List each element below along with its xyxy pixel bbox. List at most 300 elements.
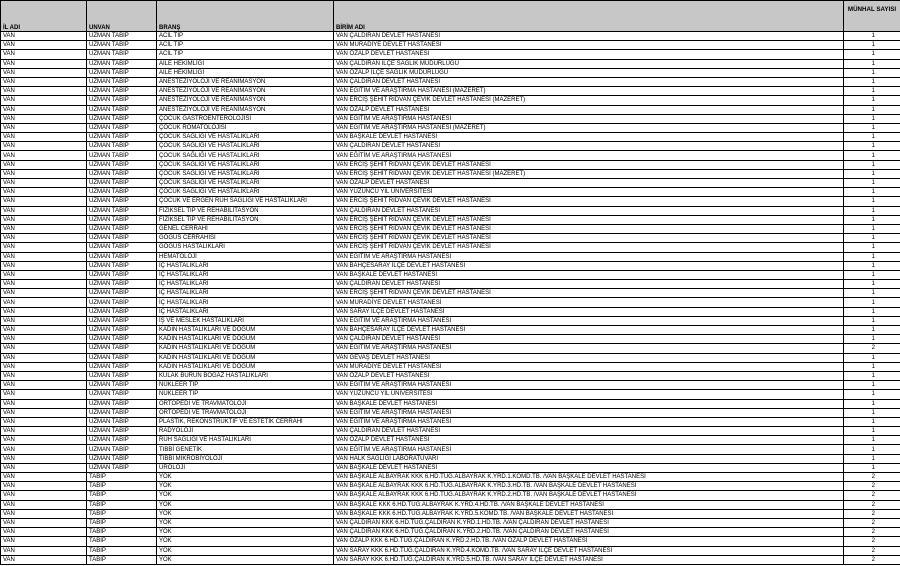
cell-brans[interactable]: ÇOCUK SAĞLIĞI VE HASTALIKLARI bbox=[157, 133, 334, 142]
cell-il-adi[interactable]: VAN bbox=[1, 518, 87, 527]
cell-il-adi[interactable]: VAN bbox=[1, 381, 87, 390]
cell-unvan[interactable]: UZMAN TABİP bbox=[87, 335, 157, 344]
cell-il-adi[interactable]: VAN bbox=[1, 68, 87, 77]
cell-unvan[interactable]: UZMAN TABİP bbox=[87, 197, 157, 206]
cell-birim-adi[interactable]: VAN BAŞKALE DEVLET HASTANESİ bbox=[334, 463, 844, 472]
cell-birim-adi[interactable]: VAN MURADİYE DEVLET HASTANESİ bbox=[334, 41, 844, 50]
cell-birim-adi[interactable]: VAN MURADİYE DEVLET HASTANESİ bbox=[334, 298, 844, 307]
cell-il-adi[interactable]: VAN bbox=[1, 169, 87, 178]
cell-il-adi[interactable]: VAN bbox=[1, 445, 87, 454]
cell-munhal-sayisi[interactable]: 1 bbox=[844, 289, 900, 298]
cell-il-adi[interactable]: VAN bbox=[1, 427, 87, 436]
cell-unvan[interactable]: UZMAN TABİP bbox=[87, 142, 157, 151]
cell-unvan[interactable]: TABİP bbox=[87, 528, 157, 537]
cell-unvan[interactable]: UZMAN TABİP bbox=[87, 133, 157, 142]
cell-brans[interactable]: ÇOCUK GASTROENTEROLOJİSİ bbox=[157, 114, 334, 123]
cell-brans[interactable]: ÇOCUK SAĞLIĞI VE HASTALIKLARI bbox=[157, 188, 334, 197]
cell-unvan[interactable]: UZMAN TABİP bbox=[87, 427, 157, 436]
cell-munhal-sayisi[interactable]: 2 bbox=[844, 509, 900, 518]
cell-birim-adi[interactable]: VAN ÖZALP DEVLET HASTANESİ bbox=[334, 371, 844, 380]
cell-munhal-sayisi[interactable]: 2 bbox=[844, 473, 900, 482]
cell-munhal-sayisi[interactable]: 2 bbox=[844, 344, 900, 353]
cell-unvan[interactable]: UZMAN TABİP bbox=[87, 289, 157, 298]
cell-munhal-sayisi[interactable]: 1 bbox=[844, 243, 900, 252]
cell-brans[interactable]: İÇ HASTALIKLARI bbox=[157, 307, 334, 316]
cell-il-adi[interactable]: VAN bbox=[1, 316, 87, 325]
cell-unvan[interactable]: UZMAN TABİP bbox=[87, 381, 157, 390]
cell-unvan[interactable]: UZMAN TABİP bbox=[87, 105, 157, 114]
cell-brans[interactable]: ANESTEZİYOLOJİ VE REANİMASYON bbox=[157, 96, 334, 105]
cell-il-adi[interactable]: VAN bbox=[1, 41, 87, 50]
header-il-adi[interactable]: İL ADI bbox=[1, 1, 87, 32]
cell-unvan[interactable]: UZMAN TABİP bbox=[87, 280, 157, 289]
cell-unvan[interactable]: UZMAN TABİP bbox=[87, 68, 157, 77]
cell-munhal-sayisi[interactable]: 1 bbox=[844, 197, 900, 206]
cell-brans[interactable]: ÇOCUK SAĞLIĞI VE HASTALIKLARI bbox=[157, 142, 334, 151]
cell-munhal-sayisi[interactable]: 1 bbox=[844, 59, 900, 68]
cell-brans[interactable]: ORTOPEDİ VE TRAVMATOLOJİ bbox=[157, 399, 334, 408]
cell-brans[interactable]: NÜKLEER TIP bbox=[157, 390, 334, 399]
cell-brans[interactable]: ÇOCUK SAĞLIĞI VE HASTALIKLARI bbox=[157, 151, 334, 160]
cell-birim-adi[interactable]: VAN ÇALDIRAN KKK 6.HD.TUĞ.ÇALDIRAN K.YRD.2.HD.TB. /VAN ÇALDIRAN DEVLET HASTANESİ bbox=[334, 528, 844, 537]
cell-il-adi[interactable]: VAN bbox=[1, 509, 87, 518]
cell-brans[interactable]: İÇ HASTALIKLARI bbox=[157, 289, 334, 298]
cell-unvan[interactable]: TABİP bbox=[87, 482, 157, 491]
cell-il-adi[interactable]: VAN bbox=[1, 252, 87, 261]
cell-munhal-sayisi[interactable]: 2 bbox=[844, 537, 900, 546]
cell-brans[interactable]: ÇOCUK SAĞLIĞI VE HASTALIKLARI bbox=[157, 169, 334, 178]
cell-brans[interactable]: TIBBİ GENETİK bbox=[157, 445, 334, 454]
cell-il-adi[interactable]: VAN bbox=[1, 261, 87, 270]
cell-unvan[interactable]: UZMAN TABİP bbox=[87, 188, 157, 197]
cell-unvan[interactable]: UZMAN TABİP bbox=[87, 224, 157, 233]
cell-unvan[interactable]: UZMAN TABİP bbox=[87, 114, 157, 123]
cell-brans[interactable]: ÇOCUK ROMATOLOJİSİ bbox=[157, 123, 334, 132]
cell-brans[interactable]: KADIN HASTALIKLARI VE DOĞUM bbox=[157, 362, 334, 371]
cell-brans[interactable]: PLASTİK, REKONSTRÜKTİF VE ESTETİK CERRAHİ bbox=[157, 417, 334, 426]
cell-unvan[interactable]: UZMAN TABİP bbox=[87, 463, 157, 472]
cell-munhal-sayisi[interactable]: 1 bbox=[844, 87, 900, 96]
cell-brans[interactable]: AİLE HEKİMLİĞİ bbox=[157, 59, 334, 68]
cell-brans[interactable]: İÇ HASTALIKLARI bbox=[157, 280, 334, 289]
cell-birim-adi[interactable]: VAN ERCİŞ ŞEHİT RIDVAN ÇEVİK DEVLET HASTANESİ (MAZERET) bbox=[334, 96, 844, 105]
cell-brans[interactable]: YOK bbox=[157, 555, 334, 564]
cell-birim-adi[interactable]: VAN EĞİTİM VE ARAŞTIRMA HASTANESİ (MAZERET) bbox=[334, 87, 844, 96]
cell-birim-adi[interactable]: VAN ÖZALP DEVLET HASTANESİ bbox=[334, 105, 844, 114]
cell-munhal-sayisi[interactable]: 1 bbox=[844, 381, 900, 390]
cell-munhal-sayisi[interactable]: 1 bbox=[844, 261, 900, 270]
cell-il-adi[interactable]: VAN bbox=[1, 270, 87, 279]
cell-birim-adi[interactable]: VAN EĞİTİM VE ARAŞTIRMA HASTANESİ bbox=[334, 445, 844, 454]
cell-birim-adi[interactable]: VAN ÇALDIRAN KKK 6.HD.TUĞ.ÇALDIRAN K.YRD.1.HD.TB. /VAN ÇALDIRAN DEVLET HASTANESİ bbox=[334, 518, 844, 527]
cell-il-adi[interactable]: VAN bbox=[1, 408, 87, 417]
cell-birim-adi[interactable]: VAN ERCİŞ ŞEHİT RIDVAN ÇEVİK DEVLET HASTANESİ bbox=[334, 197, 844, 206]
cell-il-adi[interactable]: VAN bbox=[1, 215, 87, 224]
cell-unvan[interactable]: UZMAN TABİP bbox=[87, 344, 157, 353]
table-row bbox=[1, 509, 900, 518]
cell-birim-adi[interactable]: VAN EĞİTİM VE ARAŞTIRMA HASTANESİ bbox=[334, 344, 844, 353]
cell-unvan[interactable]: TABİP bbox=[87, 537, 157, 546]
cell-munhal-sayisi[interactable]: 2 bbox=[844, 528, 900, 537]
cell-unvan[interactable]: UZMAN TABİP bbox=[87, 307, 157, 316]
cell-munhal-sayisi[interactable]: 1 bbox=[844, 105, 900, 114]
cell-unvan[interactable]: UZMAN TABİP bbox=[87, 270, 157, 279]
cell-unvan[interactable]: UZMAN TABİP bbox=[87, 298, 157, 307]
cell-unvan[interactable]: TABİP bbox=[87, 509, 157, 518]
cell-munhal-sayisi[interactable]: 1 bbox=[844, 252, 900, 261]
cell-munhal-sayisi[interactable]: 2 bbox=[844, 482, 900, 491]
cell-birim-adi[interactable]: VAN BAŞKALE KKK 6.HD.TUĞ.ALBAYRAK K.YRD.4.HD.TB. /VAN BAŞKALE DEVLET HASTANESİ bbox=[334, 500, 844, 509]
table-row bbox=[1, 537, 900, 546]
cell-brans[interactable]: RADYOLOJİ bbox=[157, 427, 334, 436]
cell-il-adi[interactable]: VAN bbox=[1, 32, 87, 41]
cell-birim-adi[interactable]: VAN ERCİŞ ŞEHİT RIDVAN ÇEVİK DEVLET HASTANESİ bbox=[334, 224, 844, 233]
cell-munhal-sayisi[interactable]: 1 bbox=[844, 77, 900, 86]
cell-unvan[interactable]: TABİP bbox=[87, 518, 157, 527]
cell-munhal-sayisi[interactable]: 1 bbox=[844, 463, 900, 472]
cell-unvan[interactable]: UZMAN TABİP bbox=[87, 32, 157, 41]
cell-birim-adi[interactable]: VAN ERCİŞ ŞEHİT RIDVAN ÇEVİK DEVLET HASTANESİ bbox=[334, 289, 844, 298]
cell-brans[interactable]: KADIN HASTALIKLARI VE DOĞUM bbox=[157, 344, 334, 353]
cell-il-adi[interactable]: VAN bbox=[1, 151, 87, 160]
header-birim-adi[interactable]: BİRİM ADI bbox=[334, 1, 844, 32]
cell-il-adi[interactable]: VAN bbox=[1, 298, 87, 307]
cell-birim-adi[interactable]: VAN SARAY İLÇE DEVLET HASTANESİ bbox=[334, 307, 844, 316]
cell-brans[interactable]: YOK bbox=[157, 509, 334, 518]
cell-unvan[interactable]: TABİP bbox=[87, 546, 157, 555]
cell-il-adi[interactable]: VAN bbox=[1, 87, 87, 96]
cell-unvan[interactable]: TABİP bbox=[87, 555, 157, 564]
cell-brans[interactable]: FİZİKSEL TIP VE REHABİLİTASYON bbox=[157, 206, 334, 215]
cell-il-adi[interactable]: VAN bbox=[1, 50, 87, 59]
cell-brans[interactable]: ÜROLOJİ bbox=[157, 463, 334, 472]
cell-munhal-sayisi[interactable]: 1 bbox=[844, 188, 900, 197]
cell-il-adi[interactable]: VAN bbox=[1, 142, 87, 151]
cell-il-adi[interactable]: VAN bbox=[1, 224, 87, 233]
cell-munhal-sayisi[interactable]: 1 bbox=[844, 123, 900, 132]
cell-munhal-sayisi[interactable]: 1 bbox=[844, 362, 900, 371]
cell-birim-adi[interactable]: VAN ÇALDIRAN DEVLET HASTANESİ bbox=[334, 32, 844, 41]
cell-munhal-sayisi[interactable]: 1 bbox=[844, 41, 900, 50]
cell-brans[interactable]: ANESTEZİYOLOJİ VE REANİMASYON bbox=[157, 77, 334, 86]
cell-brans[interactable]: ANESTEZİYOLOJİ VE REANİMASYON bbox=[157, 105, 334, 114]
cell-birim-adi[interactable]: VAN EĞİTİM VE ARAŞTIRMA HASTANESİ bbox=[334, 381, 844, 390]
cell-munhal-sayisi[interactable]: 1 bbox=[844, 96, 900, 105]
header-brans[interactable]: BRANŞ bbox=[157, 1, 334, 32]
cell-unvan[interactable]: UZMAN TABİP bbox=[87, 399, 157, 408]
cell-brans[interactable]: YOK bbox=[157, 518, 334, 527]
header-munhal-sayisi[interactable]: MÜNHAL SAYISI bbox=[844, 1, 900, 32]
cell-unvan[interactable]: UZMAN TABİP bbox=[87, 234, 157, 243]
cell-munhal-sayisi[interactable]: 1 bbox=[844, 32, 900, 41]
cell-birim-adi[interactable]: VAN ÇALDIRAN DEVLET HASTANESİ bbox=[334, 335, 844, 344]
cell-munhal-sayisi[interactable]: 2 bbox=[844, 491, 900, 500]
table-row bbox=[1, 243, 900, 252]
cell-birim-adi[interactable]: VAN ÇALDIRAN DEVLET HASTANESİ bbox=[334, 206, 844, 215]
cell-munhal-sayisi[interactable]: 1 bbox=[844, 179, 900, 188]
cell-munhal-sayisi[interactable]: 1 bbox=[844, 335, 900, 344]
cell-munhal-sayisi[interactable]: 2 bbox=[844, 500, 900, 509]
cell-munhal-sayisi[interactable]: 1 bbox=[844, 50, 900, 59]
cell-il-adi[interactable]: VAN bbox=[1, 133, 87, 142]
table-row bbox=[1, 224, 900, 233]
cell-il-adi[interactable]: VAN bbox=[1, 482, 87, 491]
cell-unvan[interactable]: UZMAN TABİP bbox=[87, 41, 157, 50]
cell-munhal-sayisi[interactable]: 1 bbox=[844, 142, 900, 151]
cell-unvan[interactable]: UZMAN TABİP bbox=[87, 50, 157, 59]
cell-munhal-sayisi[interactable]: 1 bbox=[844, 454, 900, 463]
cell-il-adi[interactable]: VAN bbox=[1, 528, 87, 537]
cell-birim-adi[interactable]: VAN EĞİTİM VE ARAŞTIRMA HASTANESİ bbox=[334, 316, 844, 325]
cell-brans[interactable]: ORTOPEDİ VE TRAVMATOLOJİ bbox=[157, 408, 334, 417]
cell-il-adi[interactable]: VAN bbox=[1, 473, 87, 482]
cell-il-adi[interactable]: VAN bbox=[1, 289, 87, 298]
cell-unvan[interactable]: UZMAN TABİP bbox=[87, 353, 157, 362]
cell-birim-adi[interactable]: VAN BAŞKALE ALBAYRAK KKK 6.HD.TUĞ.ALBAYRAK K.YRD.3.HD.TB. /VAN BAŞKALE DEVLET HASTANESİ bbox=[334, 482, 844, 491]
cell-il-adi[interactable]: VAN bbox=[1, 399, 87, 408]
cell-unvan[interactable]: UZMAN TABİP bbox=[87, 96, 157, 105]
cell-il-adi[interactable]: VAN bbox=[1, 326, 87, 335]
cell-munhal-sayisi[interactable]: 2 bbox=[844, 546, 900, 555]
cell-unvan[interactable]: UZMAN TABİP bbox=[87, 77, 157, 86]
cell-birim-adi[interactable]: VAN HALK SAĞLIĞI LABORATUVARI bbox=[334, 454, 844, 463]
cell-il-adi[interactable]: VAN bbox=[1, 537, 87, 546]
cell-il-adi[interactable]: VAN bbox=[1, 344, 87, 353]
cell-birim-adi[interactable]: VAN BAŞKALE ALBAYRAK KKK 6.HD.TUĞ.ALBAYRAK K.YRD.2.HD.TB. /VAN BAŞKALE DEVLET HASTANESİ bbox=[334, 491, 844, 500]
cell-il-adi[interactable]: VAN bbox=[1, 463, 87, 472]
cell-il-adi[interactable]: VAN bbox=[1, 371, 87, 380]
cell-il-adi[interactable]: VAN bbox=[1, 123, 87, 132]
cell-unvan[interactable]: UZMAN TABİP bbox=[87, 417, 157, 426]
cell-birim-adi[interactable]: VAN GEVAŞ DEVLET HASTANESİ bbox=[334, 353, 844, 362]
cell-il-adi[interactable]: VAN bbox=[1, 206, 87, 215]
cell-il-adi[interactable]: VAN bbox=[1, 555, 87, 564]
cell-munhal-sayisi[interactable]: 1 bbox=[844, 160, 900, 169]
cell-il-adi[interactable]: VAN bbox=[1, 390, 87, 399]
cell-brans[interactable]: ANESTEZİYOLOJİ VE REANİMASYON bbox=[157, 87, 334, 96]
cell-birim-adi[interactable]: VAN ÇALDIRAN İLÇE SAĞLIK MÜDÜRLÜĞÜ bbox=[334, 59, 844, 68]
cell-unvan[interactable]: UZMAN TABİP bbox=[87, 179, 157, 188]
cell-il-adi[interactable]: VAN bbox=[1, 454, 87, 463]
cell-birim-adi[interactable]: VAN ÇALDIRAN DEVLET HASTANESİ bbox=[334, 427, 844, 436]
cell-il-adi[interactable]: VAN bbox=[1, 114, 87, 123]
cell-brans[interactable]: TIBBİ MİKROBİYOLOJİ bbox=[157, 454, 334, 463]
cell-unvan[interactable]: UZMAN TABİP bbox=[87, 261, 157, 270]
cell-il-adi[interactable]: VAN bbox=[1, 491, 87, 500]
cell-unvan[interactable]: UZMAN TABİP bbox=[87, 362, 157, 371]
cell-brans[interactable]: KULAK BURUN BOĞAZ HASTALIKLARI bbox=[157, 371, 334, 380]
cell-munhal-sayisi[interactable]: 1 bbox=[844, 353, 900, 362]
cell-unvan[interactable]: UZMAN TABİP bbox=[87, 371, 157, 380]
cell-brans[interactable]: İÇ HASTALIKLARI bbox=[157, 298, 334, 307]
cell-il-adi[interactable]: VAN bbox=[1, 546, 87, 555]
cell-birim-adi[interactable]: VAN ÖZALP İLÇE SAĞLIK MÜDÜRLÜĞÜ bbox=[334, 68, 844, 77]
cell-munhal-sayisi[interactable]: 1 bbox=[844, 280, 900, 289]
cell-munhal-sayisi[interactable]: 2 bbox=[844, 555, 900, 564]
cell-birim-adi[interactable]: VAN ÖZALP DEVLET HASTANESİ bbox=[334, 179, 844, 188]
cell-munhal-sayisi[interactable]: 1 bbox=[844, 436, 900, 445]
cell-birim-adi[interactable]: VAN EĞİTİM VE ARAŞTIRMA HASTANESİ bbox=[334, 151, 844, 160]
cell-il-adi[interactable]: VAN bbox=[1, 500, 87, 509]
cell-munhal-sayisi[interactable]: 1 bbox=[844, 215, 900, 224]
cell-unvan[interactable]: TABİP bbox=[87, 500, 157, 509]
cell-birim-adi[interactable]: VAN BAŞKALE DEVLET HASTANESİ bbox=[334, 399, 844, 408]
cell-brans[interactable]: KADIN HASTALIKLARI VE DOĞUM bbox=[157, 326, 334, 335]
cell-brans[interactable]: ÇOCUK VE ERGEN RUH SAĞLIĞI VE HASTALIKLARI bbox=[157, 197, 334, 206]
cell-birim-adi[interactable]: VAN BAHÇESARAY İLÇE DEVLET HASTANESİ bbox=[334, 326, 844, 335]
cell-brans[interactable]: YOK bbox=[157, 537, 334, 546]
cell-il-adi[interactable]: VAN bbox=[1, 188, 87, 197]
cell-birim-adi[interactable]: VAN ÇALDIRAN DEVLET HASTANESİ bbox=[334, 280, 844, 289]
cell-birim-adi[interactable]: VAN EĞİTİM VE ARAŞTIRMA HASTANESİ bbox=[334, 408, 844, 417]
cell-unvan[interactable]: UZMAN TABİP bbox=[87, 123, 157, 132]
cell-birim-adi[interactable]: VAN ÖZALP DEVLET HASTANESİ bbox=[334, 50, 844, 59]
cell-munhal-sayisi[interactable]: 1 bbox=[844, 151, 900, 160]
cell-munhal-sayisi[interactable]: 1 bbox=[844, 408, 900, 417]
cell-unvan[interactable]: UZMAN TABİP bbox=[87, 215, 157, 224]
cell-unvan[interactable]: UZMAN TABİP bbox=[87, 151, 157, 160]
cell-brans[interactable]: AİLE HEKİMLİĞİ bbox=[157, 68, 334, 77]
cell-munhal-sayisi[interactable]: 1 bbox=[844, 390, 900, 399]
cell-unvan[interactable]: UZMAN TABİP bbox=[87, 390, 157, 399]
cell-brans[interactable]: YOK bbox=[157, 546, 334, 555]
cell-brans[interactable]: KADIN HASTALIKLARI VE DOĞUM bbox=[157, 353, 334, 362]
cell-munhal-sayisi[interactable]: 1 bbox=[844, 417, 900, 426]
cell-birim-adi[interactable]: VAN ERCİŞ ŞEHİT RIDVAN ÇEVİK DEVLET HASTANESİ bbox=[334, 234, 844, 243]
cell-munhal-sayisi[interactable]: 1 bbox=[844, 427, 900, 436]
cell-birim-adi[interactable]: VAN YÜZÜNCÜ YIL ÜNİVERSİTESİ bbox=[334, 188, 844, 197]
cell-il-adi[interactable]: VAN bbox=[1, 280, 87, 289]
cell-munhal-sayisi[interactable]: 1 bbox=[844, 307, 900, 316]
cell-birim-adi[interactable]: VAN ÖZALP KKK 6.HD.TUĞ.ÇALDIRAN K.YRD.2.HD.TB. /VAN ÖZALP DEVLET HASTANESİ bbox=[334, 537, 844, 546]
cell-brans[interactable]: GÖĞÜS CERRAHİSİ bbox=[157, 234, 334, 243]
cell-unvan[interactable]: UZMAN TABİP bbox=[87, 408, 157, 417]
cell-munhal-sayisi[interactable]: 1 bbox=[844, 114, 900, 123]
cell-brans[interactable]: İÇ HASTALIKLARI bbox=[157, 261, 334, 270]
cell-birim-adi[interactable]: VAN ÇALDIRAN DEVLET HASTANESİ bbox=[334, 142, 844, 151]
cell-brans[interactable]: YOK bbox=[157, 482, 334, 491]
cell-birim-adi[interactable]: VAN ERCİŞ ŞEHİT RIDVAN ÇEVİK DEVLET HASTANESİ bbox=[334, 243, 844, 252]
cell-il-adi[interactable]: VAN bbox=[1, 197, 87, 206]
cell-unvan[interactable]: UZMAN TABİP bbox=[87, 436, 157, 445]
cell-birim-adi[interactable]: VAN EĞİTİM VE ARAŞTIRMA HASTANESİ bbox=[334, 252, 844, 261]
cell-il-adi[interactable]: VAN bbox=[1, 362, 87, 371]
cell-il-adi[interactable]: VAN bbox=[1, 417, 87, 426]
cell-munhal-sayisi[interactable]: 1 bbox=[844, 298, 900, 307]
cell-unvan[interactable]: TABİP bbox=[87, 491, 157, 500]
cell-birim-adi[interactable]: VAN SARAY KKK 6.HD.TUĞ.ÇALDIRAN K.YRD.5.HD.TB. /VAN SARAY İLÇE DEVLET HASTANESİ bbox=[334, 555, 844, 564]
cell-unvan[interactable]: UZMAN TABİP bbox=[87, 445, 157, 454]
cell-munhal-sayisi[interactable]: 1 bbox=[844, 445, 900, 454]
cell-unvan[interactable]: UZMAN TABİP bbox=[87, 326, 157, 335]
cell-birim-adi[interactable]: VAN ERCİŞ ŞEHİT RIDVAN ÇEVİK DEVLET HASTANESİ (MAZERET) bbox=[334, 169, 844, 178]
cell-brans[interactable]: HEMATOLOJİ bbox=[157, 252, 334, 261]
cell-unvan[interactable]: UZMAN TABİP bbox=[87, 252, 157, 261]
cell-brans[interactable]: İÇ HASTALIKLARI bbox=[157, 270, 334, 279]
cell-brans[interactable]: ACİL TIP bbox=[157, 32, 334, 41]
cell-il-adi[interactable]: VAN bbox=[1, 160, 87, 169]
cell-brans[interactable]: GENEL CERRAHİ bbox=[157, 224, 334, 233]
cell-brans[interactable]: NÜKLEER TIP bbox=[157, 381, 334, 390]
cell-birim-adi[interactable]: VAN BAŞKALE DEVLET HASTANESİ bbox=[334, 133, 844, 142]
cell-brans[interactable]: ACİL TIP bbox=[157, 41, 334, 50]
cell-brans[interactable]: RUH SAĞLIĞI VE HASTALIKLARI bbox=[157, 436, 334, 445]
cell-birim-adi[interactable]: VAN BAŞKALE DEVLET HASTANESİ bbox=[334, 270, 844, 279]
cell-brans[interactable]: YOK bbox=[157, 473, 334, 482]
cell-brans[interactable]: İŞ VE MESLEK HASTALIKLARI bbox=[157, 316, 334, 325]
cell-brans[interactable]: FİZİKSEL TIP VE REHABİLİTASYON bbox=[157, 215, 334, 224]
cell-brans[interactable]: ÇOCUK SAĞLIĞI VE HASTALIKLARI bbox=[157, 179, 334, 188]
cell-munhal-sayisi[interactable]: 1 bbox=[844, 224, 900, 233]
cell-birim-adi[interactable]: VAN ÇALDIRAN DEVLET HASTANESİ bbox=[334, 77, 844, 86]
cell-birim-adi[interactable]: VAN EĞİTİM VE ARAŞTIRMA HASTANESİ (MAZERET) bbox=[334, 123, 844, 132]
cell-munhal-sayisi[interactable]: 2 bbox=[844, 518, 900, 527]
cell-unvan[interactable]: UZMAN TABİP bbox=[87, 87, 157, 96]
cell-munhal-sayisi[interactable]: 1 bbox=[844, 326, 900, 335]
cell-birim-adi[interactable]: VAN ERCİŞ ŞEHİT RIDVAN ÇEVİK DEVLET HASTANESİ bbox=[334, 160, 844, 169]
cell-il-adi[interactable]: VAN bbox=[1, 353, 87, 362]
cell-munhal-sayisi[interactable]: 1 bbox=[844, 206, 900, 215]
cell-il-adi[interactable]: VAN bbox=[1, 243, 87, 252]
cell-il-adi[interactable]: VAN bbox=[1, 436, 87, 445]
cell-unvan[interactable]: UZMAN TABİP bbox=[87, 316, 157, 325]
cell-il-adi[interactable]: VAN bbox=[1, 77, 87, 86]
cell-birim-adi[interactable]: VAN SARAY KKK 6.HD.TUĞ.ÇALDIRAN K.YRD.4.KOMD.TB. /VAN SARAY İLÇE DEVLET HASTANESİ bbox=[334, 546, 844, 555]
cell-il-adi[interactable]: VAN bbox=[1, 96, 87, 105]
cell-brans[interactable]: ÇOCUK SAĞLIĞI VE HASTALIKLARI bbox=[157, 160, 334, 169]
cell-birim-adi[interactable]: VAN BAHÇESARAY İLÇE DEVLET HASTANESİ bbox=[334, 261, 844, 270]
cell-birim-adi[interactable]: VAN ÖZALP DEVLET HASTANESİ bbox=[334, 436, 844, 445]
cell-il-adi[interactable]: VAN bbox=[1, 105, 87, 114]
cell-munhal-sayisi[interactable]: 1 bbox=[844, 169, 900, 178]
cell-birim-adi[interactable]: VAN BAŞKALE KKK 6.HD.TUĞ.ALBAYRAK K.YRD.5.KOMD.TB. /VAN BAŞKALE DEVLET HASTANESİ bbox=[334, 509, 844, 518]
cell-brans[interactable]: YOK bbox=[157, 491, 334, 500]
cell-brans[interactable]: YOK bbox=[157, 528, 334, 537]
cell-munhal-sayisi[interactable]: 1 bbox=[844, 371, 900, 380]
header-unvan[interactable]: UNVAN bbox=[87, 1, 157, 32]
cell-munhal-sayisi[interactable]: 1 bbox=[844, 234, 900, 243]
cell-munhal-sayisi[interactable]: 1 bbox=[844, 316, 900, 325]
cell-unvan[interactable]: UZMAN TABİP bbox=[87, 454, 157, 463]
cell-birim-adi[interactable]: VAN ERCİŞ ŞEHİT RIDVAN ÇEVİK DEVLET HASTANESİ bbox=[334, 215, 844, 224]
cell-unvan[interactable]: UZMAN TABİP bbox=[87, 160, 157, 169]
cell-birim-adi[interactable]: VAN MURADİYE DEVLET HASTANESİ bbox=[334, 362, 844, 371]
cell-birim-adi[interactable]: VAN EĞİTİM VE ARAŞTIRMA HASTANESİ bbox=[334, 417, 844, 426]
cell-brans[interactable]: YOK bbox=[157, 500, 334, 509]
cell-brans[interactable]: KADIN HASTALIKLARI VE DOĞUM bbox=[157, 335, 334, 344]
cell-il-adi[interactable]: VAN bbox=[1, 59, 87, 68]
cell-unvan[interactable]: UZMAN TABİP bbox=[87, 243, 157, 252]
cell-munhal-sayisi[interactable]: 1 bbox=[844, 399, 900, 408]
cell-brans[interactable]: ACİL TIP bbox=[157, 50, 334, 59]
cell-birim-adi[interactable]: VAN EĞİTİM VE ARAŞTIRMA HASTANESİ bbox=[334, 114, 844, 123]
table-row bbox=[1, 555, 900, 564]
cell-il-adi[interactable]: VAN bbox=[1, 234, 87, 243]
cell-unvan[interactable]: UZMAN TABİP bbox=[87, 59, 157, 68]
cell-munhal-sayisi[interactable]: 1 bbox=[844, 270, 900, 279]
cell-unvan[interactable]: UZMAN TABİP bbox=[87, 169, 157, 178]
cell-munhal-sayisi[interactable]: 1 bbox=[844, 68, 900, 77]
cell-il-adi[interactable]: VAN bbox=[1, 307, 87, 316]
cell-birim-adi[interactable]: VAN BAŞKALE ALBAYRAK KKK 6.HD.TUĞ.ALBAYRAK K.YRD.1.KOMD.TB. /VAN BAŞKALE DEVLET HASTANESİ bbox=[334, 473, 844, 482]
cell-unvan[interactable]: UZMAN TABİP bbox=[87, 206, 157, 215]
cell-munhal-sayisi[interactable]: 1 bbox=[844, 133, 900, 142]
cell-il-adi[interactable]: VAN bbox=[1, 335, 87, 344]
cell-brans[interactable]: GÖĞÜS HASTALIKLARI bbox=[157, 243, 334, 252]
cell-birim-adi[interactable]: VAN YÜZÜNCÜ YIL ÜNİVERSİTESİ bbox=[334, 390, 844, 399]
cell-il-adi[interactable]: VAN bbox=[1, 179, 87, 188]
cell-unvan[interactable]: TABİP bbox=[87, 473, 157, 482]
